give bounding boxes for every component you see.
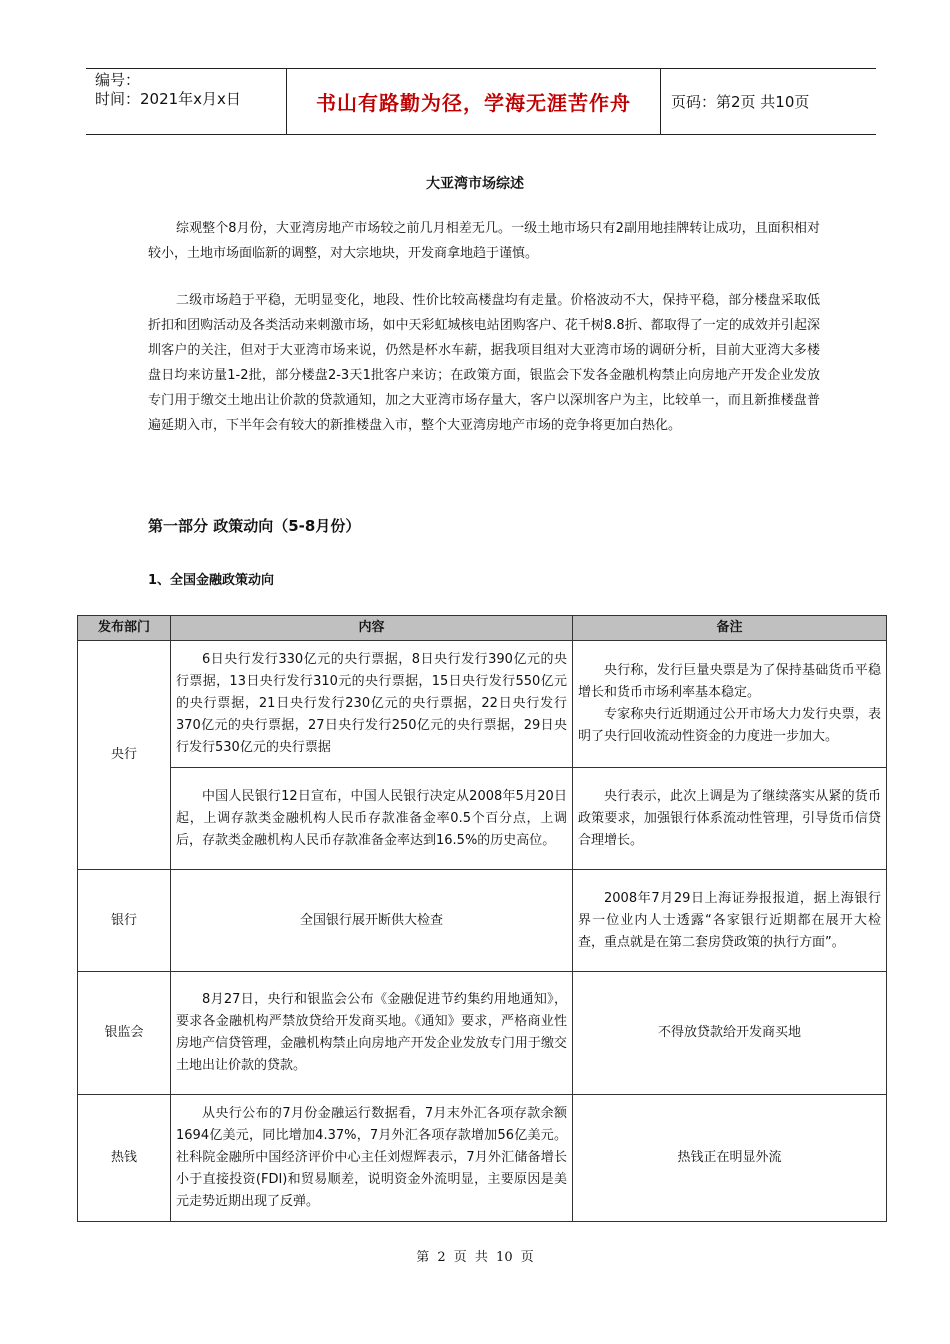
intro-paragraph-1: 综观整个8月份，大亚湾房地产市场较之前几月相差无几。一级土地市场只有2副用地挂牌转让成功，且面积相对较小，土地市场面临新的调整，对大宗地块，开发商拿地趋于谨慎。: [148, 221, 820, 261]
remark-text: 2008年7月29日上海证券报报道，据上海银行界一位业内人士透露“各家银行近期都在展开大检查，重点就是在第二套房贷政策的执行方面”。: [578, 890, 881, 950]
header-left: [86, 69, 286, 134]
document-title: 大亚湾市场综述: [426, 176, 524, 192]
dept-cell: 银监会: [78, 972, 171, 1095]
header-motto: 书山有路勤为径，学海无涯苦作舟: [286, 69, 661, 134]
intro-paragraph-2: 二级市场趋于平稳，无明显变化，地段、性价比较高楼盘均有走量。价格波动不大，保持平稳，部分楼盘采取低折扣和团购活动及各类活动来刺激市场，如中天彩虹城核电站团购客户、花千树8.8折、都取得了一定的成效并引起深圳客户的关注，但对于大亚湾市场来说，仍然是杯水车薪，据我项目组对大亚湾市场的调研分析，目前大亚湾大多楼盘日均来访量1-2批，部分楼盘2-3天1批客户来访；在政策方面，银监会下发各金融机构禁止向房地产开发企业发放专门用于缴交土地出让价款的贷款通知，加之大亚湾市场存量大，客户以深圳客户为主，比较单一，而且新推楼盘普遍延期入市，下半年会有较大的新推楼盘入市，整个大亚湾房地产市场的竞争将更加白热化。: [148, 293, 820, 433]
table-header-row: [78, 616, 887, 641]
remark-cell: [573, 641, 887, 768]
remark-cell: [573, 768, 887, 870]
header-time: 时间：2021年x月x日: [95, 90, 241, 108]
content-cell: [171, 972, 573, 1095]
dept-cell: 热钱: [78, 1095, 171, 1222]
header-remark: 备注: [573, 616, 887, 641]
section-title: 第一部分 政策动向（5-8月份）: [148, 517, 361, 535]
content-text: 从央行公布的7月份金融运行数据看，7月末外汇各项存款余额1694亿美元，同比增加4.37%，7月外汇各项存款增加56亿美元。社科院金融所中国经济评价中心主任刘煜辉表示，7月外汇储备增长小于直接投资(FDI)和贸易顺差，说明资金外流明显，主要原因是美元走势近期出现了反弹。: [176, 1106, 567, 1209]
header-content: 内容: [171, 616, 573, 641]
content-cell: [171, 641, 573, 768]
table-row: [78, 870, 887, 972]
content-text: 6日央行发行330亿元的央行票据，8日央行发行390亿元的央行票据，13日央行发行310元的央行票据，15日央行发行550亿元的央行票据，21日央行发行230亿元的央行票据，22日央行发行370亿元的央行票据，27日央行发行250亿元的央行票据，29日央行发行530亿元的央行票据: [176, 652, 567, 755]
remark-text: 央行称，发行巨量央票是为了保持基础货币平稳增长和货币市场利率基本稳定。: [578, 663, 881, 700]
dept-cell: 央行: [78, 641, 171, 870]
table-row: [78, 972, 887, 1095]
remark-text: 专家称央行近期通过公开市场大力发行央票，表明了央行回收流动性资金的力度进一步加大。: [578, 707, 881, 744]
content-cell: [171, 768, 573, 870]
remark-cell: 热钱正在明显外流: [573, 1095, 887, 1222]
page-header: [86, 68, 876, 135]
header-number: 编号：: [95, 71, 141, 89]
subsection-title: 1、全国金融政策动向: [148, 573, 275, 588]
header-dept: 发布部门: [78, 616, 171, 641]
header-page-info: 页码：第2页 共10页: [671, 93, 810, 111]
content-cell: [171, 1095, 573, 1222]
dept-cell: 银行: [78, 870, 171, 972]
remark-cell: 不得放贷款给开发商买地: [573, 972, 887, 1095]
content-cell: 全国银行展开断供大检查: [171, 870, 573, 972]
remark-cell: [573, 870, 887, 972]
content-text: 8月27日，央行和银监会公布《金融促进节约集约用地通知》，要求各金融机构严禁放贷给开发商买地。《通知》要求，严格商业性房地产信贷管理，金融机构禁止向房地产开发企业发放专门用于缴交土地出让价款的贷款。: [176, 992, 567, 1073]
page-footer: 第 2 页 共 10 页: [416, 1250, 534, 1265]
table-row: [78, 1095, 887, 1222]
table-row: [78, 768, 887, 870]
remark-text: 央行表示，此次上调是为了继续落实从紧的货币政策要求，加强银行体系流动性管理，引导货币信贷合理增长。: [578, 788, 881, 848]
policy-table: [77, 615, 887, 1222]
content-text: 中国人民银行12日宣布，中国人民银行决定从2008年5月20日起，上调存款类金融机构人民币存款准备金率0.5个百分点，上调后，存款类金融机构人民币存款准备金率达到16.5%的历史高位。: [176, 788, 567, 848]
table-row: [78, 641, 887, 768]
